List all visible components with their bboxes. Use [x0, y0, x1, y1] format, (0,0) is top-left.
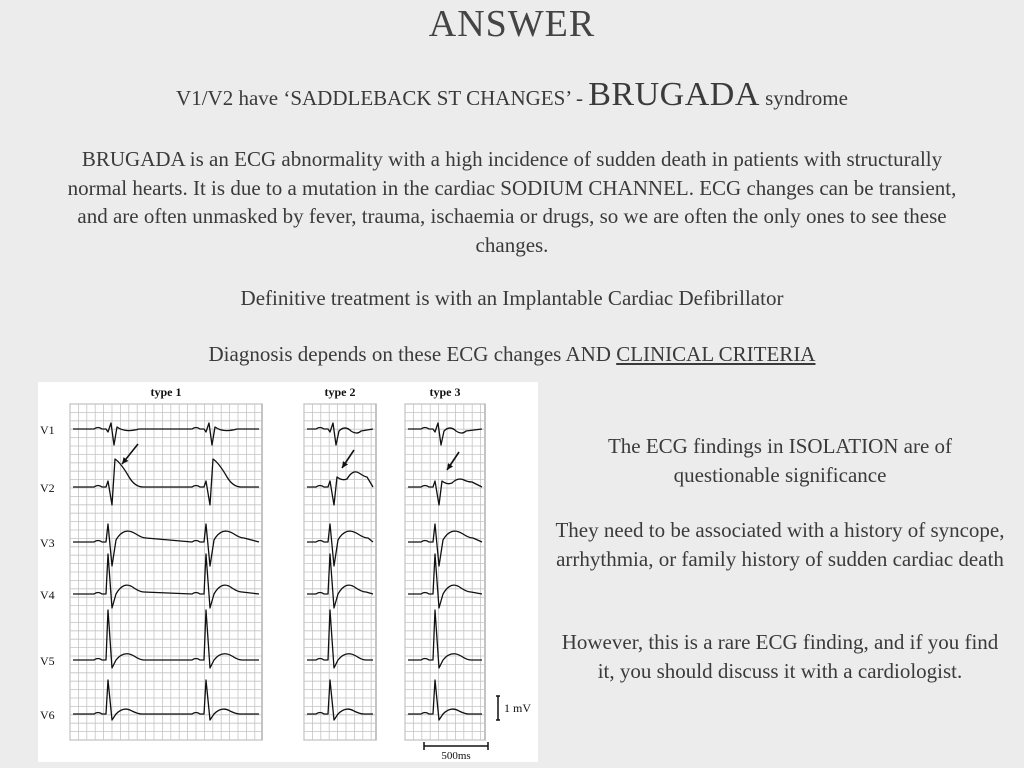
ecg-panel-label: type 2: [324, 385, 356, 399]
time-scale-bar: [424, 742, 488, 750]
time-scale-label: 500ms: [441, 750, 471, 762]
ecg-lead-label: V1: [40, 423, 55, 437]
clinical-criteria-text: CLINICAL CRITERIA: [616, 342, 816, 366]
diagnosis-lead: Diagnosis depends on these ECG changes AND: [208, 342, 617, 366]
ecg-figure: [38, 382, 538, 762]
slide-subtitle: [0, 76, 1024, 114]
treatment-text: Definitive treatment is with an Implantable Cardiac Defibrillator: [240, 286, 784, 310]
ecg-lead-label: V2: [40, 481, 55, 495]
ecg-lead-label: V5: [40, 654, 55, 668]
cardiologist-text: However, this is a rare ECG finding, and if you find it, you should discuss it with a cardiologist.: [561, 630, 999, 683]
voltage-scale-bar: [496, 696, 500, 720]
ecg-panel-label: type 3: [429, 385, 461, 399]
ecg-panel-label: type 1: [150, 385, 182, 399]
subtitle-tail: syndrome: [759, 86, 848, 110]
voltage-scale-label: 1 mV: [504, 701, 531, 715]
ecg-image: [38, 382, 538, 762]
isolation-text: The ECG findings in ISOLATION are of questionable significance: [607, 434, 953, 487]
slide-title: ANSWER: [428, 3, 596, 45]
ecg-lead-label: V3: [40, 536, 55, 550]
brugada-description: BRUGADA is an ECG abnormality with a high incidence of sudden death in patients with structurally normal hearts. It is due to a mutation in the cardiac SODIUM CHANNEL. ECG changes can be transient, and are often unmasked by fever, trauma, ischaemia or drugs, so we are often the only ones to see these changes.: [67, 147, 957, 257]
ecg-lead-label: V6: [40, 708, 55, 722]
diagnosis-text: [60, 340, 964, 369]
ecg-lead-label: V4: [40, 588, 55, 602]
subtitle-brugada: BRUGADA: [588, 76, 760, 113]
history-text: They need to be associated with a history of syncope, arrhythmia, or family history of sudden cardiac death: [555, 518, 1005, 571]
subtitle-lead: V1/V2 have ‘SADDLEBACK ST CHANGES’ -: [176, 86, 589, 110]
